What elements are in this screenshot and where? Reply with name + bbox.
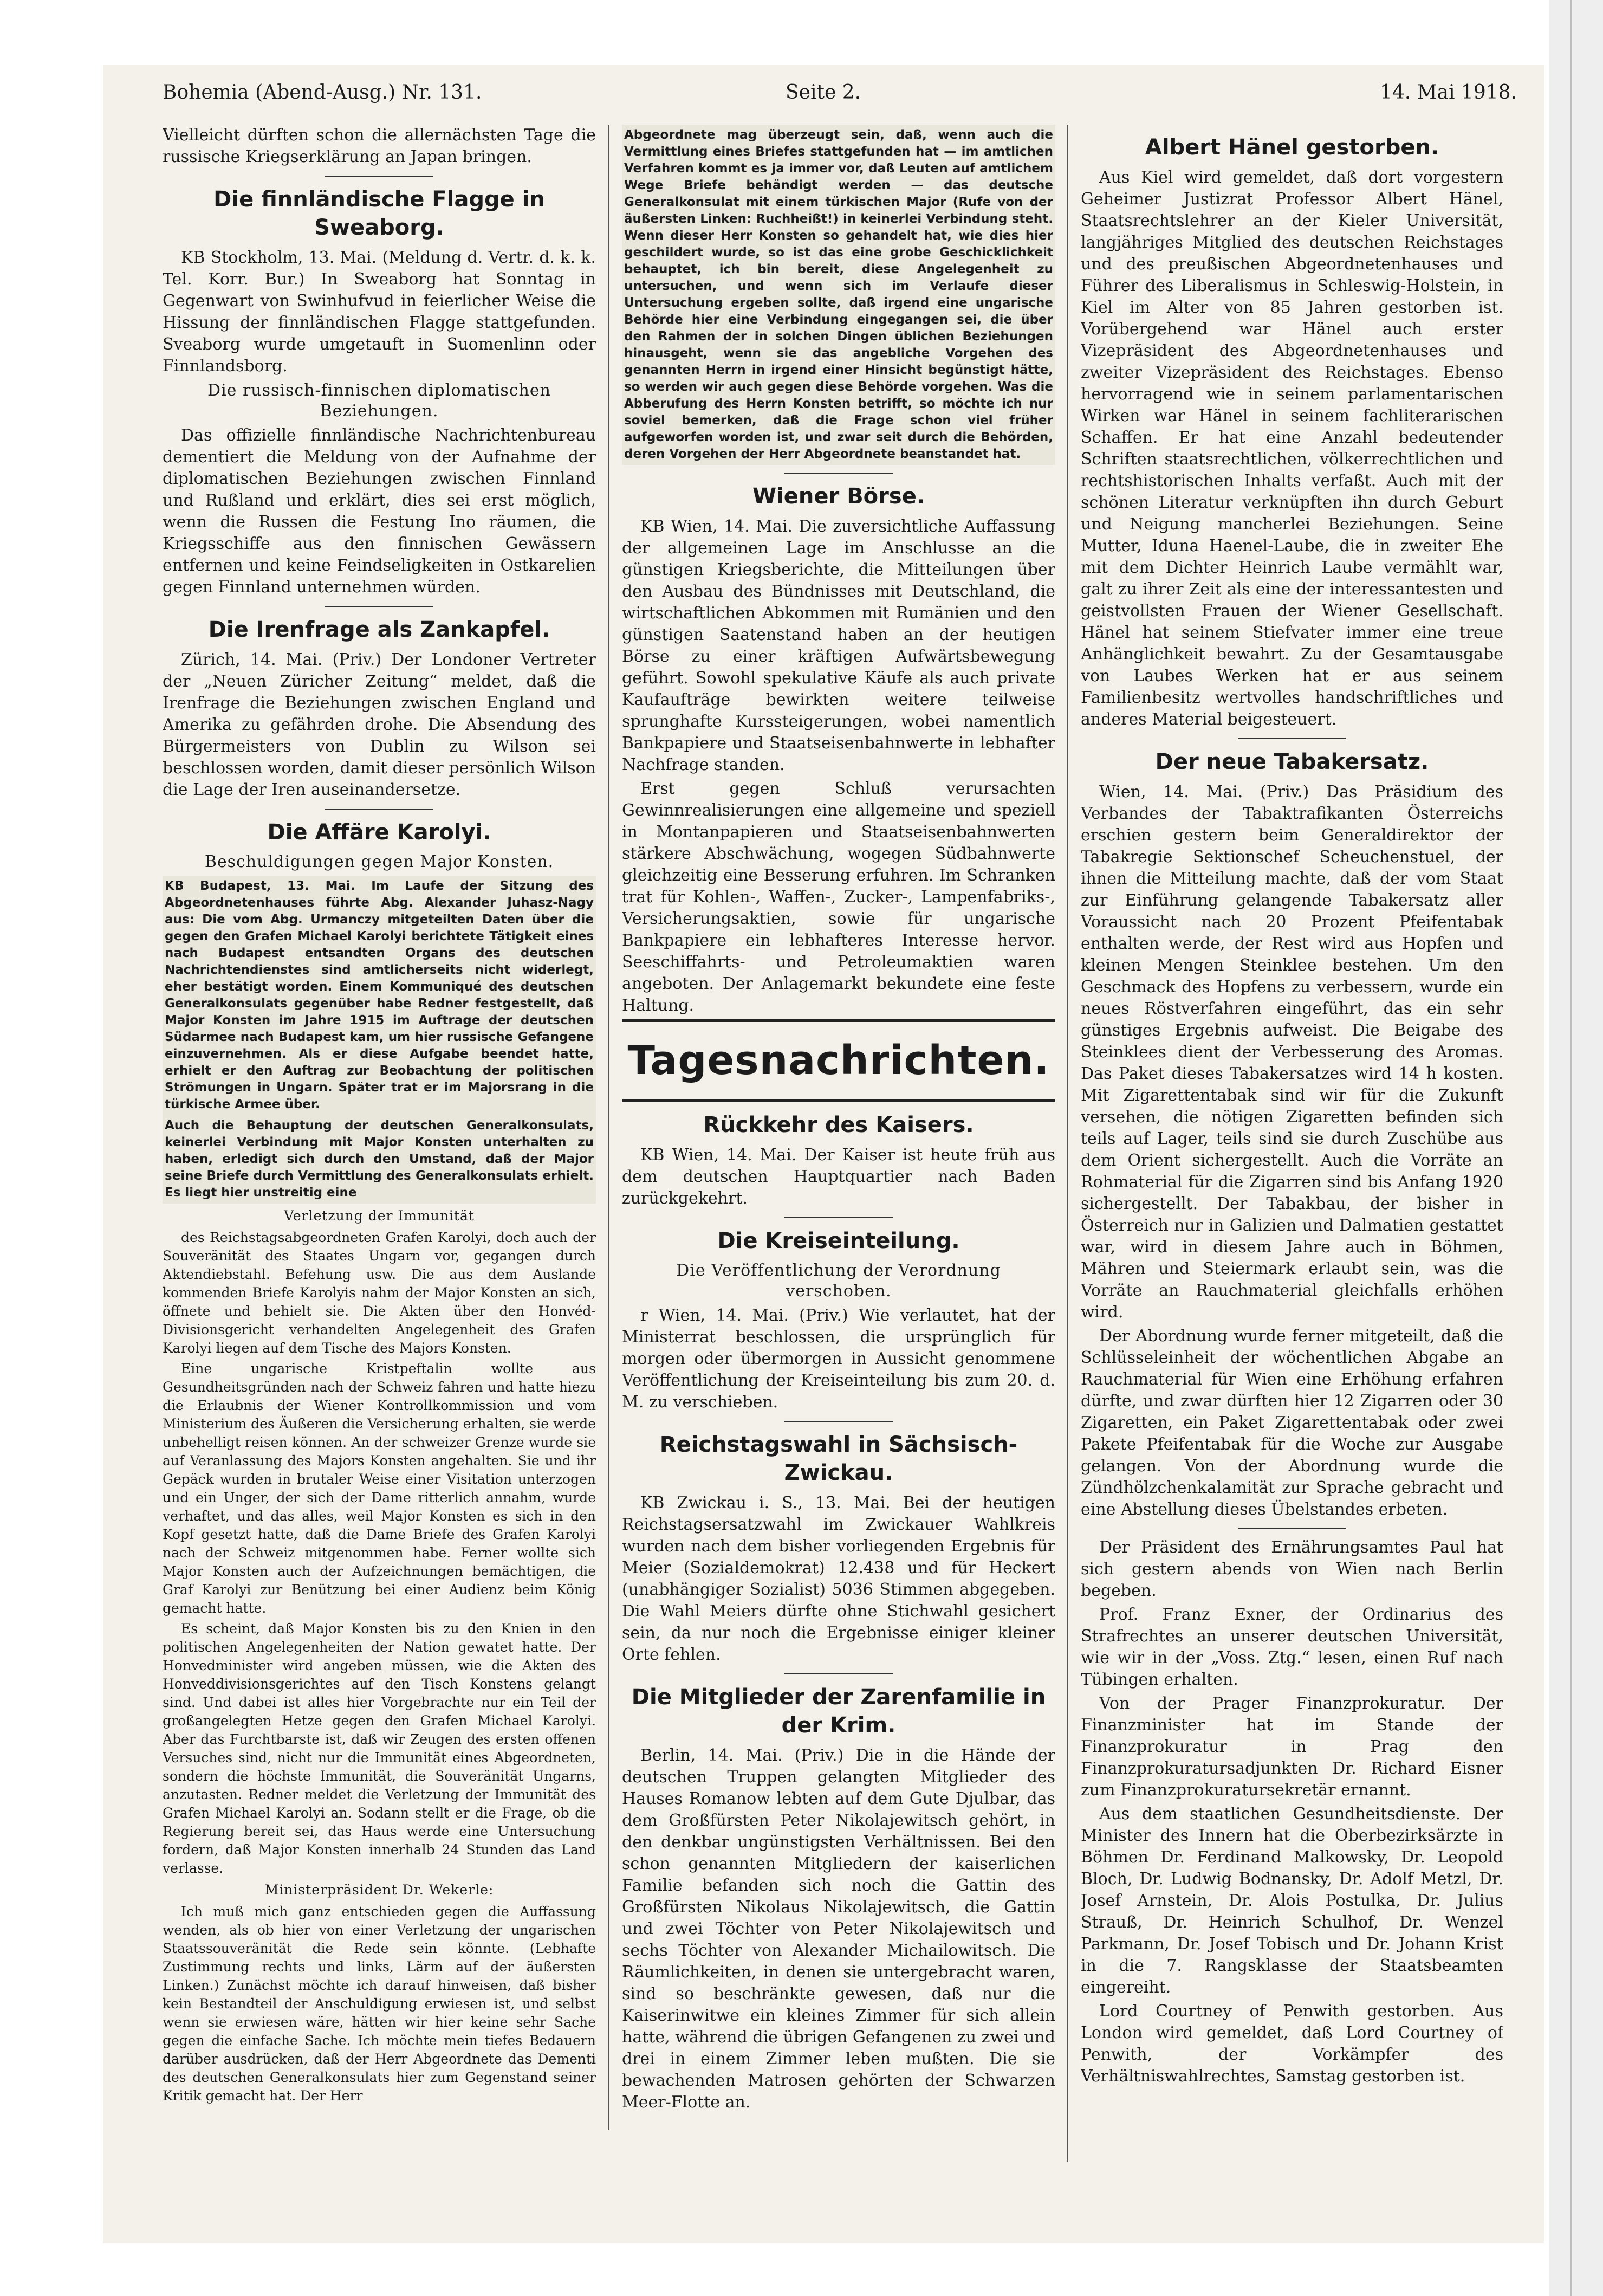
column-rule xyxy=(1067,125,1068,2162)
separator xyxy=(784,1421,893,1422)
article-paragraph: des Reichstagsabgeordneten Grafen Karolyi, doch auch der Souveränität des Staates Ungarn vor, gegangen durch Aktendiebstahl. Befehung usw. Die aus dem Auslande kommenden Briefe Karolyis nahm der Major Konsten an sich, öffnete und behielt sie. Die Akten über den Honvéd-Divisionsgericht verhandelten Angelegenheit des Grafen Karolyi liegen auf dem Tische des Majors Konsten. xyxy=(163,1230,596,1356)
article-paragraph: Das offizielle finnländische Nachrichtenbureau dementiert die Meldung von der Aufnahme der diplomatischen Beziehungen zwischen Finnland und Rußland und erklärt, dies sei erst möglich, wenn die Russen die Festung Ino räumen, die Kriegsschiffe aus den finnischen Gewässern entfernen und keine Feindseligkeiten in Ostkarelien gegen Finnland unternehmen würden. xyxy=(163,426,596,597)
header-date: 14. Mai 1918. xyxy=(1379,81,1517,104)
headline-haenel: Albert Hänel gestorben. xyxy=(1145,135,1439,160)
article-paragraph: Der Abordnung wurde ferner mitgeteilt, daß die Schlüsseleinheit der wöchentlichen Abgabe an Rauchmaterial für Wien eine Erhöhung erfahren dürfte, und zwar dürften hier 12 Zigarren oder 30 Zigaretten, ein Paket Zigarettentabak oder zwei Pakete Pfeifentabak für die Woche zur Ausgabe gelangen. Von der Abordnung wurde die Zündhölzchenkalamität zur Sprache gebracht und eine Abstellung dieses Übelstandes erbeten. xyxy=(1081,1327,1503,1519)
article-paragraph: KB Wien, 14. Mai. Der Kaiser ist heute früh aus dem deutschen Hauptquartier nach Baden zurückgekehrt. xyxy=(622,1146,1055,1208)
article-paragraph: KB Wien, 14. Mai. Die zuversichtliche Auffassung der allgemeinen Lage im Anschlusse an die günstigen Kriegsberichte, die Mitteilungen über den Ausbau des Bündnisses mit Deutschland, die wirtschaftlichen Abkommen mit Rumänien und den günstigen Saatenstand haben an der heutigen Börse zu einer kräftigen Aufwärtsbewegung geführt. Sowohl spekulative Käufe als auch private Kaufaufträge bewirkten weitere teilweise sprunghafte Kurssteigerungen, wobei namentlich Bankpapiere und Staatseisenbahnwerte in lebhafter Nachfrage standen. xyxy=(622,517,1055,774)
section-rule xyxy=(622,1019,1055,1022)
scan-margin xyxy=(1549,0,1603,2296)
news-item: Lord Courtney of Penwith gestorben. Aus London wird gemeldet, daß Lord Courtney of Penwith, der Vorkämpfer des Verhältniswahlrechtes, Samstag gestorben ist. xyxy=(1081,2002,1503,2086)
headline-irenfrage: Die Irenfrage als Zankapfel. xyxy=(208,617,550,642)
separator xyxy=(1238,738,1346,739)
column-1 xyxy=(163,125,596,2130)
separator xyxy=(784,473,893,474)
subheadline: Die russisch-finnischen diplomatischen Beziehungen. xyxy=(207,381,551,421)
separator xyxy=(1238,1528,1346,1529)
news-item: Aus dem staatlichen Gesundheitsdienste. Der Minister des Innern hat die Oberbezirksärzte in Böhmen Dr. Ferdinand Malkowsky, Dr. Leopold Bloch, Dr. Ludwig Bodnansky, Dr. Adolf Metzl, Dr. Josef Arnstein, Dr. Alois Postulka, Dr. Julius Strauß, Dr. Heinrich Schulhof, Dr. Wenzel Parkmann, Dr. Josef Tobisch und Dr. Johann Krist in die 7. Rangsklasse der Staatsbeamten eingereiht. xyxy=(1081,1805,1503,1997)
separator xyxy=(784,1217,893,1218)
article-paragraph: Eine ungarische Kristpeftalin wollte aus Gesundheitsgründen nach der Schweiz fahren und hatte hiezu die Erlaubnis der Wiener Kontrollkommission und vom Ministerium des Äußeren die Versicherung erhalten, sie werde unbehelligt reisen können. An der schweizer Grenze wurde sie auf Veranlassung des Majors Konsten angehalten. Sie und ihr Gepäck wurden in brutaler Weise einer Visitation unterzogen und ein Unger, der sich der Dame ritterlich annahm, wurde verhaftet, und das alles, weil Major Konsten es sich in den Kopf gesetzt hatte, daß die Dame Briefe des Grafen Karolyi nach der Schweiz mitgenommen habe. Ferner wollte sich Major Konsten auch der Aufzeichnungen bemächtigen, die Graf Karolyi zur Benützung bei einer Audienz beim König gemacht hatte. xyxy=(163,1361,596,1616)
header-page-number: Seite 2. xyxy=(786,81,861,104)
news-item: Prof. Franz Exner, der Ordinarius des Strafrechtes an unserer deutschen Universität, wie wir in der „Voss. Ztg.“ lesen, einen Ruf nach Tübingen erhalten. xyxy=(1081,1605,1503,1689)
page-header xyxy=(163,76,1528,114)
headline-reichstagswahl: Reichstagswahl in Sächsisch-Zwickau. xyxy=(659,1432,1018,1485)
article-paragraph: Ich muß mich ganz entschieden gegen die Auffassung wenden, als ob hier von einer Verletzung der ungarischen Staatssouveränität die Rede sein könnte. (Lebhafte Zustimmung rechts und links, Lärm auf der äußersten Linken.) Zunächst möchte ich darauf hinweisen, daß bisher kein Bestandteil der Anschuldigung erwiesen ist, und selbst wenn sie erwiesen wäre, hätten wir hier keine sehr Sache gegen die einfache Sache. Ich möchte mein tiefes Bedauern darüber ausdrücken, daß der Herr Abgeordnete das Dementi des deutschen Generalkonsulats hier zum Gegenstand seiner Kritik gemacht hat. Der Herr xyxy=(163,1904,596,2104)
headline-boerse: Wiener Börse. xyxy=(752,484,925,509)
article-paragraph: Aus Kiel wird gemeldet, daß dort vorgestern Geheimer Justizrat Professor Albert Hänel, Staatsrechtslehrer an der Kieler Universität, langjähriges Mitglied des deutschen Reichstages und des preußischen Abgeordnetenhauses und Führer des Liberalismus in Schleswig-Holstein, in Kiel im Alter von 85 Jahren gestorben ist. Vorübergehend war Hänel auch erster Vizepräsident des Abgeordnetenhauses und zweiter Vizepräsident des Reichstages. Ebenso hervorragend wie in seinem parlamentarischen Wirken war Hänel in seinem fachliterarischen Schaffen. Er hat eine Anzahl bedeutender Schriften staatsrechtlichen, völkerrechtlichen und rechtshistorischen Inhalts verfaßt. Auch mit der schönen Literatur verknüpften ihn durch Geburt und Neigung mancherlei Beziehungen. Seine Mutter, Iduna Haenel-Laube, die in zweiter Ehe mit dem Dichter Heinrich Laube vermählt war, galt zu ihrer Zeit als eine der interessantesten und geistvollsten Frauen der Wiener Gesellschaft. Hänel hat seinem Stiefvater immer eine treue Anhänglichkeit bewahrt. Zu der Gesamtausgabe von Laubes Werken hat er aus seinem Familienbesitz wertvolles handschriftliches und anderes Material beigesteuert. xyxy=(1081,168,1503,729)
page-edge xyxy=(1570,0,1572,2296)
headline-karolyi: Die Affäre Karolyi. xyxy=(267,820,491,845)
article-paragraph: KB Stockholm, 13. Mai. (Meldung d. Vertr. d. k. k. Tel. Korr. Bur.) In Sweaborg hat Sonntag in Gegenwart von Swinhufvud in feierlicher Weise die Hissung der finnländischen Flagge stattgefunden. Sveaborg wurde umgetauft in Suomenlinn oder Finnlandsborg. xyxy=(163,248,596,376)
column-rule xyxy=(608,125,609,2130)
column-3 xyxy=(1081,125,1503,2162)
subheadline: Ministerpräsident Dr. Wekerle: xyxy=(264,1882,494,1898)
column-2 xyxy=(622,125,1055,2162)
subheadline: Verletzung der Immunität xyxy=(284,1208,475,1224)
article-paragraph: Berlin, 14. Mai. (Priv.) Die in die Hände der deutschen Truppen gelangten Mitglieder des Hauses Romanow lebten auf dem Gute Djulbar, das dem Großfürsten Peter Nikolajewitsch gehört, in den denkbar ungünstigsten Verhältnissen. Bei den schon genannten Mitgliedern der kaiserlichen Familie befanden sich noch die Gattin des Großfürsten Nikolaus Nikolajewitsch, die Gattin und zwei Töchter von Peter Nikolajewitsch und sechs Töchter von Alexander Michailowitsch. Die Räumlichkeiten, in denen sie untergebracht waren, sind so beschränkte gewesen, daß nur die Kaiserinwitwe ein kleines Zimmer für sich allein hatte, während die übrigen Gefangenen zu zwei und drei in einem Zimmer leben mußten. Die sie bewachenden Matrosen gehörten der Schwarzen Meer-Flotte an. xyxy=(622,1746,1055,2112)
news-item: Der Präsident des Ernährungsamtes Paul hat sich gestern abends von Wien nach Berlin begeben. xyxy=(1081,1538,1503,1600)
intro-text: Vielleicht dürften schon die allernächsten Tage die russische Kriegserklärung an Japan bringen. xyxy=(163,126,596,166)
article-paragraph: KB Zwickau i. S., 13. Mai. Bei der heutigen Reichstagsersatzwahl im Zwickauer Wahlkreis wurden nach dem bisher vorliegenden Ergebnis für Meier (Sozialdemokrat) 12.438 und für Heckert (unabhängiger Sozialist) 5036 Stimmen abgegeben. Die Wahl Meiers dürfte ohne Stichwahl gesichert sein, da nur noch die Ergebnisse einiger kleiner Orte fehlen. xyxy=(622,1493,1055,1664)
article-paragraph: Es scheint, daß Major Konsten bis zu den Knien in den politischen Angelegenheiten der Nation gewatet hatte. Der Honvedminister wird angeben müssen, wie die Akten des Honveddivisionsgerichtes auf den Tisch Konstens gelangt sind. Und dabei ist alles hier Vorgebrachte nur ein Teil der großangelegten Hetze gegen den Grafen Michael Karolyi. Aber das Furchtbarste ist, daß wir Zeugen des ersten offenen Versuches sind, nicht nur die Immunität eines Abgeordneten, sondern die höchste Immunität, die Souveränität Ungarns, anzutasten. Redner meldet die Verletzung der Immunität des Grafen Michael Karolyi an. Sodann stellt er die Frage, ob die Regierung bereit sei, das Haus werde eine Untersuchung fordern, daß Major Konsten innerhalb 24 Stunden das Land verlasse. xyxy=(163,1621,596,1876)
bold-paragraph: Abgeordnete mag überzeugt sein, daß, wenn auch die Vermittlung eines Briefes stattgefunden hat — im amtlichen Verfahren kommt es ja immer vor, daß Leuten auf amtlichem Wege Briefe behändigt werden — das deutsche Generalkonsulat mit einem türkischen Major (Rufe von der äußersten Linken: Ruchheißt!) in keinerlei Verbindung steht. Wenn dieser Herr Konsten so gehandelt hat, wie dies hier geschildert wurde, so ist das eine grobe Geschicklichkeit behauptet, ich bin bereit, diese Angelegenheit zu untersuchen, und wenn sich im Verlaufe dieser Untersuchung ergeben sollte, daß irgend eine ungarische Behörde hier eine Verbindung eingegangen sei, die über den Rahmen der in solchen Dingen üblichen Beziehungen hinausgeht, wenn sie das angebliche Vorgehen des genannten Herrn in irgend einer Hinsicht begünstigt hätte, so werden wir auch gegen diese Behörde vorgehen. Was die Abberufung des Herrn Konsten betrifft, so möchte ich nur soviel bemerken, daß die Frage schon viel früher aufgeworfen worden ist, und zwar seit durch die Behörden, deren Vorgehen der Herr Abgeordnete beanstandet hat. xyxy=(622,125,1055,465)
article-paragraph: r Wien, 14. Mai. (Priv.) Wie verlautet, hat der Ministerrat beschlossen, die ursprünglich für morgen oder übermorgen in Aussicht genommene Veröffentlichung der Kreiseinteilung bis zum 20. d. M. zu verschieben. xyxy=(622,1306,1055,1412)
article-paragraph: Wien, 14. Mai. (Priv.) Das Präsidium des Verbandes der Tabaktrafikanten Österreichs erschien gestern beim Generaldirektor der Tabakregie Sektionschef Scheuchenstuel, der ihnen die Mitteilung machte, daß der vom Staat zur Einführung gelangende Tabakersatz aller Voraussicht nach 20 Prozent Pfeifentabak enthalten werde, der Rest wird aus Hopfen und kleinen Mengen Steinklee bestehen. Um den Geschmack des Hopfens zu verbessern, wurde ein neues Röstverfahren eingeführt, das ein sehr günstiges Ergebnis aufweist. Die Beigabe des Steinklees dient der Verbesserung des Aromas. Das Paket dieses Tabakersatzes wird 14 h kosten. Mit Zigarettentabak sind wir für die Zukunft versehen, die nötigen Zigaretten befinden sich teils auf Lager, teils sind sie durch Zuschübe aus dem Orient sichergestellt. Auch die Vorräte an Rohmaterial für die Zigarren sind bis Anfang 1920 sichergestellt. Der Tabakbau, der bisher in Österreich nur in Galizien und Dalmatien gestattet war, wird in diesem Jahre auch in Böhmen, Mähren und Steiermark erlaubt sein, was die Vorräte an Rauchmaterial gleichfalls erhöhen wird. xyxy=(1081,782,1503,1322)
subheadline: Beschuldigungen gegen Major Konsten. xyxy=(204,852,554,871)
article-paragraph: Erst gegen Schluß verursachten Gewinnrealisierungen eine allgemeine und speziell in Montanpapieren und Staatseisenbahnwerten stärkere Abschwächung, wogegen Südbahnwerte gleichzeitig eine Besserung erfuhren. Im Schranken trat für Kohlen-, Waffen-, Zucker-, Lampenfabriks-, Versicherungsaktien, sowie für ungarische Bankpapiere ein lebhafteres Interesse hervor. Seeschiffahrts- und Petroleumaktien waren angeboten. Der Anlagemarkt bekundete eine feste Haltung. xyxy=(622,779,1055,1015)
header-left: Bohemia (Abend-Ausg.) Nr. 131. xyxy=(163,81,482,104)
headline-tabakersatz: Der neue Tabakersatz. xyxy=(1155,749,1429,774)
section-title: Tagesnachrichten. xyxy=(627,1037,1050,1084)
bold-paragraph: Auch die Behauptung der deutschen Generalkonsulats, keinerlei Verbindung mit Major Konsten unterhalten zu haben, erledigt sich durch den Umstand, daß der Major seine Briefe durch Vermittlung des Generalkonsulats erhielt. Es liegt hier unstreitig eine xyxy=(163,1115,596,1204)
separator xyxy=(784,1673,893,1674)
subheadline: Die Veröffentlichung der Verordnung verschoben. xyxy=(676,1261,1001,1301)
headline-kaiser: Rückkehr des Kaisers. xyxy=(703,1113,974,1137)
headline-zarenfamilie: Die Mitglieder der Zarenfamilie in der Krim. xyxy=(631,1685,1046,1738)
headline-flag: Die finnländische Flagge in Sweaborg. xyxy=(213,187,545,240)
separator xyxy=(325,176,433,177)
separator xyxy=(325,809,433,810)
separator xyxy=(325,606,433,607)
bold-paragraph: KB Budapest, 13. Mai. Im Laufe der Sitzung des Abgeordnetenhauses führte Abg. Alexander Juhasz-Nagy aus: Die vom Abg. Urmanczy mitgeteilten Daten über die gegen den Grafen Michael Karolyi berichtete Tätigkeit eines nach Budapest entsandten Organs des deutschen Nachrichtendienstes sind amtlicherseits nicht widerlegt, eher bestätigt worden. Einem Kommuniqué des deutschen Generalkonsulats gegenüber habe Redner festgestellt, daß Major Konsten im Jahre 1915 im Auftrage der deutschen Südarmee nach Budapest kam, um hier russische Gefangene einzuvernehmen. Als er diese Aufgabe beendet hatte, erhielt er den Auftrag zur Beobachtung der politischen Strömungen in Ungarn. Später trat er im Majorsrang in die türkische Armee über. xyxy=(163,876,596,1115)
article-paragraph: Zürich, 14. Mai. (Priv.) Der Londoner Vertreter der „Neuen Züricher Zeitung“ meldet, daß die Irenfrage die Beziehungen zwischen England und Amerika zu gefährden drohe. Die Absendung des Bürgermeisters von Dublin zu Wilson sei beschlossen worden, damit dieser persönlich Wilson die Lage der Iren auseinandersetze. xyxy=(163,650,596,799)
section-rule xyxy=(622,1099,1055,1102)
headline-kreiseinteilung: Die Kreiseinteilung. xyxy=(717,1228,960,1253)
news-item: Von der Prager Finanzprokuratur. Der Finanzminister hat im Stande der Finanzprokuratur in Prag den Finanzprokuratursadjunkten Dr. Richard Eisner zum Finanzprokuratursekretär ernannt. xyxy=(1081,1694,1503,1800)
